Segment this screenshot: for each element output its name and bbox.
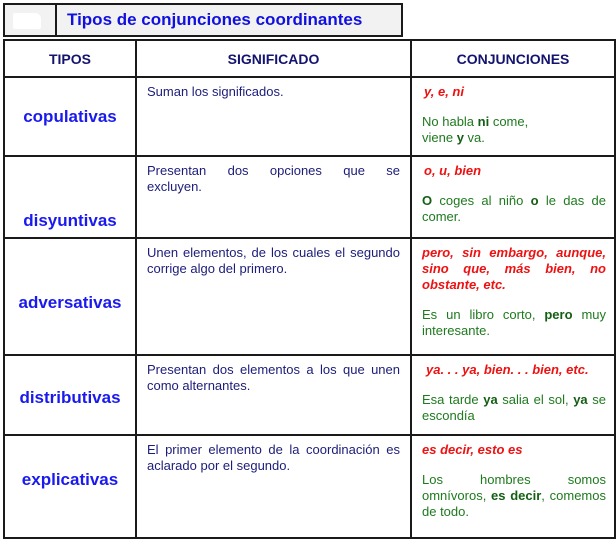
significado-text: Presentan dos opciones que se (147, 163, 400, 178)
significado-cell: Unen elementos, de los cuales el segundo corrige algo del primero. (136, 238, 411, 355)
blank-shape-icon (13, 13, 41, 29)
table-row (4, 238, 615, 355)
tipo-label: explicativas (21, 470, 119, 489)
conjunction-list: o, u, bien (424, 163, 482, 178)
title-corner-decoration (5, 5, 57, 35)
significado-cell: Presentan dos elementos a los que unen como alternantes. (136, 355, 411, 435)
tipo-cell (4, 156, 136, 238)
tipo-cell (4, 238, 136, 355)
title-box (3, 3, 403, 37)
tipo-label: distributivas (19, 388, 121, 407)
example-sentence: O coges al niño o le das de comer. (422, 193, 606, 224)
header-significado: SIGNIFICADO (136, 40, 411, 77)
table-row (4, 156, 615, 238)
tipo-cell (4, 355, 136, 435)
conjunction-list: pero, sin embargo, aunque, sino que, más bien, no obstante, etc. (422, 245, 606, 292)
tipo-label: adversativas (18, 293, 122, 312)
example-sentence: Los hombres somos omnívoros, es decir, comemos de todo. (422, 472, 606, 519)
conjunciones-cell (411, 355, 615, 435)
significado-cell: El primer elemento de la coordinación es aclarado por el segundo. (136, 435, 411, 538)
conjunctions-table (3, 39, 616, 539)
conjunction-list: es decir, esto es (422, 442, 523, 457)
table-row (4, 77, 615, 156)
conjunction-list: ya. . . ya, bien. . . bien, etc. (426, 362, 589, 377)
significado-cell: Suman los significados. (136, 77, 411, 156)
significado-text-cont: excluyen. (147, 179, 202, 194)
tipo-cell (4, 435, 136, 538)
conjunciones-cell (411, 238, 615, 355)
example-sentence: Es un libro corto, pero muy interesante. (422, 307, 607, 338)
conjunction-list: y, e, ni (424, 84, 464, 99)
tipo-label: copulativas (23, 107, 117, 126)
table-header-row (4, 40, 615, 77)
tipo-cell (4, 77, 136, 156)
tipo-label: disyuntivas (23, 211, 117, 230)
conjunciones-cell (411, 435, 615, 538)
header-tipos: TIPOS (4, 40, 136, 77)
conjunciones-cell (411, 77, 615, 156)
example-sentence: Esa tarde ya salia el sol, ya se escondía (422, 392, 606, 423)
table-row (4, 355, 615, 435)
table-row (4, 435, 615, 538)
page-title: Tipos de conjunciones coordinantes (67, 10, 363, 29)
conjunciones-cell (411, 156, 615, 238)
header-conjunciones: CONJUNCIONES (411, 40, 615, 77)
example-sentence: No habla ni come, viene y va. (422, 114, 529, 145)
significado-cell (136, 156, 411, 238)
